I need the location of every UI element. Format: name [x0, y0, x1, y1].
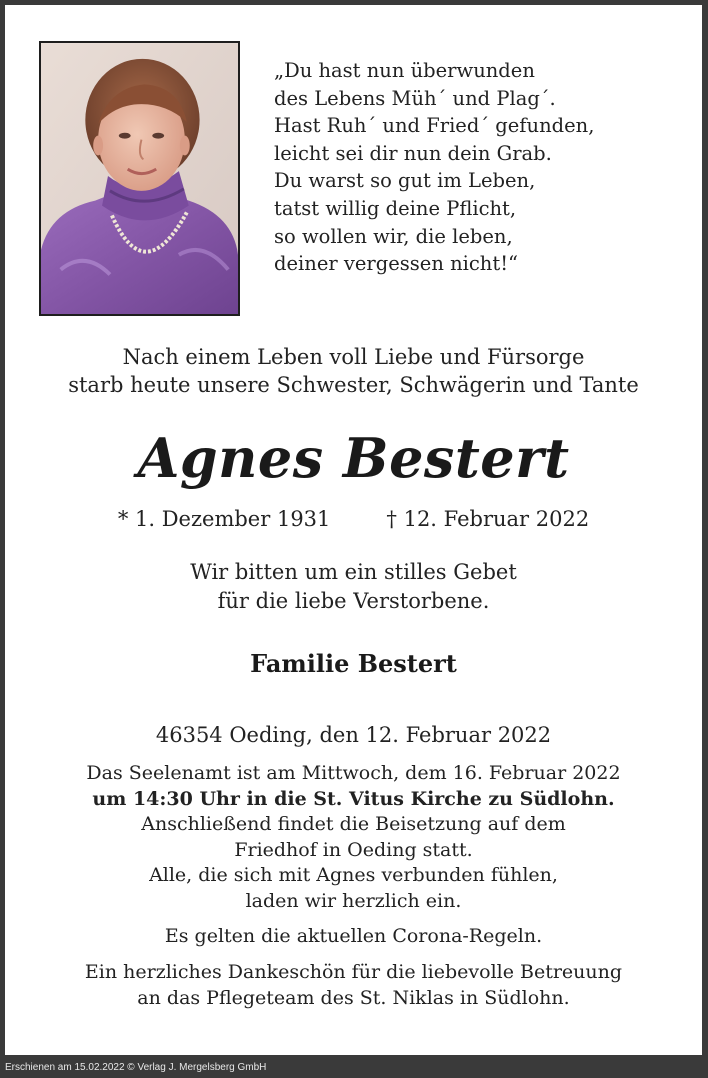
prayer-line: für die liebe Verstorbene. — [217, 589, 490, 613]
family-signature: Familie Bestert — [250, 649, 457, 678]
death-date: † 12. Februar 2022 — [386, 507, 590, 531]
service-time-location: um 14:30 Uhr in die St. Vitus Kirche zu Südlohn. — [92, 787, 615, 810]
birth-date: * 1. Dezember 1931 — [117, 507, 331, 531]
obituary-card — [5, 5, 702, 1055]
service-line: laden wir herzlich ein. — [245, 889, 462, 912]
service-details — [5, 761, 702, 914]
life-dates — [5, 505, 702, 533]
poem-line: deiner vergessen nicht!“ — [274, 252, 519, 276]
poem-line: tatst willig deine Pflicht, — [274, 196, 517, 220]
service-line: Das Seelenamt ist am Mittwoch, dem 16. Februar 2022 — [86, 762, 621, 784]
portrait-photo — [39, 41, 240, 316]
poem-line: „Du hast nun überwunden — [274, 59, 535, 82]
service-line: Anschließend findet die Beisetzung auf dem — [141, 813, 566, 835]
prayer-request — [5, 558, 702, 616]
prayer-line: Wir bitten um ein stilles Gebet — [190, 560, 517, 584]
service-line: Friedhof in Oeding statt. — [234, 838, 473, 861]
poem-line: leicht sei dir nun dein Grab. — [274, 141, 552, 165]
intro-line: Nach einem Leben voll Liebe und Fürsorge — [122, 345, 585, 369]
poem-line: Hast Ruh´ und Fried´ gefunden, — [274, 114, 595, 138]
corona-notice: Es gelten die aktuellen Corona-Regeln. — [164, 925, 543, 947]
thanks-note — [5, 959, 702, 1011]
place-date: 46354 Oeding, den 12. Februar 2022 — [155, 723, 552, 747]
service-line: Alle, die sich mit Agnes verbunden fühlen, — [149, 864, 558, 886]
publication-footer: Erschienen am 15.02.2022 © Verlag J. Mergelsberg GmbH — [5, 1062, 267, 1073]
poem-line: Du warst so gut im Leben, — [274, 169, 536, 193]
intro-text — [5, 343, 702, 399]
deceased-name: Agnes Bestert — [137, 426, 570, 490]
poem-line: des Lebens Müh´ und Plag´. — [274, 86, 556, 110]
intro-line: starb heute unsere Schwester, Schwägerin und Tante — [68, 373, 639, 397]
poem — [274, 57, 674, 278]
poem-line: so wollen wir, die leben, — [274, 224, 513, 248]
thanks-line: Ein herzliches Dankeschön für die liebevolle Betreuung — [84, 961, 623, 983]
thanks-line: an das Pflegeteam des St. Niklas in Südlohn. — [137, 987, 570, 1009]
portrait-image — [41, 43, 238, 314]
